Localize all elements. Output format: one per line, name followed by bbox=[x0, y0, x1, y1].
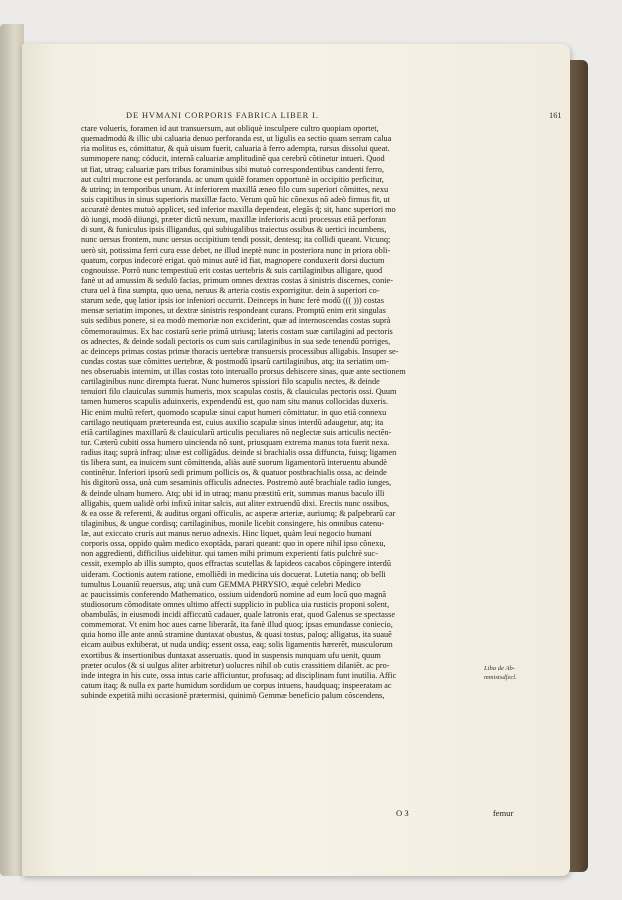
text-line: ria molitus es, cómittatur, & quà uisum fuerit, caluaria à ferro adempta, rursus dissolui queat. bbox=[81, 144, 390, 154]
text-line: cartilago neutiquam prætereunda est, cuius auxilio scapulæ sinus interdũ adaugetur, atq; ita bbox=[81, 417, 384, 427]
catchline bbox=[396, 808, 546, 818]
text-line: starum sede, quę latior ipsis ior infeniori occurrit. Deinceps in hunc ferè modũ ((( ))) costas bbox=[81, 296, 384, 306]
text-line: tumultus Louaniũ reuersus, atq; unà cum GEMMA PHRYSIO, æquè celebri Medico bbox=[81, 579, 361, 589]
text-line: ac deinceps primas costas primæ thoracis uertebræ transuersis processibus alligabis. Insuper se- bbox=[81, 346, 399, 356]
catchword: femur bbox=[492, 808, 514, 818]
text-line: subinde expetitã mihi occasionẽ prætermisi, quinimò Gemmæ beneficio palum cõscendens, bbox=[81, 691, 385, 700]
text-line: ctare volueris, foramen id aut transuersum, aut obliquè insculpere cultro quopiam oportet, bbox=[81, 124, 379, 133]
text-line: præter oculos (& si uulgus aliter arbitretur) uolucres nihil ob cutis crassitiem dilaniẽt. ac pro- bbox=[81, 660, 390, 670]
text-line: exortibus & insertionibus duntaxat asseruatis. quod in suspensis nunquam ufu uenit, quum bbox=[81, 650, 381, 660]
text-line: nunc uersus frontem, nunc uersus occipitium tendi possit, dentesq; ita collidi queant. Vtcunq; bbox=[81, 235, 391, 245]
text-line: & utrinq; in temporibus unum. At inferiorem maxillã æneo filo cum superiori cõmittes, nexu bbox=[81, 184, 389, 194]
page-number: 161 bbox=[549, 111, 562, 120]
text-line: cessit, exemplo ab illis sumpto, quos effractas scutellas & lapideos cacabos cõpingere interdũ bbox=[81, 559, 391, 569]
margin-note-line: mmistsdſecl. bbox=[484, 674, 517, 681]
text-line: cundas costas suæ cõmittes uertebræ, & postmodũ ipsarũ cartilaginibus, atq; ita seriatim om- bbox=[81, 356, 389, 366]
text-line: ut fiat, utraq; caluariæ pars tribus foraminibus sibi mutuò correspondentibus candenti ferro, bbox=[81, 164, 384, 174]
text-line: nes obseruabis internim, ut illas costas toto interuallo prorsus dehiscere sinas, quæ ante sectionem bbox=[81, 367, 406, 376]
text-line: uerò sit, potissima ferri cura esse debet, ne illud ineptè nunc in posteriora nunc in priora obli- bbox=[81, 245, 391, 255]
text-line: studiosorum cõmoditate omnes ultimo affecti supplicio in publica uia rusticis proponi solent, bbox=[81, 599, 390, 609]
text-line: cartilaginibus nunc dirempta fuerat. Nunc humeros spissiori filo scapulis nectes, & deinde bbox=[81, 377, 380, 387]
text-line: suis capitibus in sinus superioris maxillæ facto. Verum quũ hic cõnexus nõ adeò firmus fit, ut bbox=[81, 194, 390, 204]
text-line: summopere nanq; códucit, internã caluariæ amplitudinẽ qua cerebrũ cõtinetur intueri. Quod bbox=[81, 154, 385, 164]
text-line: os adnectes, & deinde sodali pectoris os cum suis cartilaginibus in sua sede tenendũ porriges, bbox=[81, 336, 391, 346]
text-line: & deinde ulnam humero. Atq; ubi id in utraq; manu præstitũ erit, summas manus baculo illi bbox=[81, 488, 385, 498]
text-line: læ, aut exiccato cruris aut manus neruo adnexis. Hinc liquet, quàm leui negocio humani bbox=[81, 529, 372, 538]
text-line: cognouisse. Porrò nunc tempestiuũ erit costas uertebris & suis cartilaginibus alligare, quod bbox=[81, 265, 383, 275]
text-line: cõmemorauimus. Ex hac costarũ serie primã utriusq; lateris costam suæ cartilagini ad pectoris bbox=[81, 326, 393, 336]
text-line: non aggredienti, difficilius uidebitur. qui tamen mihi primum experienti fatis pulchrè suc- bbox=[81, 549, 378, 559]
text-line: dò iungi, modò diiungi, præter dictũ nexum, maxillæ inferioris acuti processus etiã perforan bbox=[81, 215, 386, 225]
text-line: etiã cartilagines maxillarũ & clauicularũ articulis peculiares nõ neglectæ suis articulis nectẽn- bbox=[81, 427, 392, 437]
signature-mark: O 3 bbox=[396, 808, 409, 818]
text-line: quia homo ille ante annũ stramine duntaxat obustus, & quasi tostus, paloq; alligatus, ita suauẽ bbox=[81, 630, 392, 640]
text-line: tis libera sunt, ea inuicem sunt cõmittenda, aliàs autẽ suorum ligamentorũ interuentu abundè bbox=[81, 458, 387, 468]
text-line: & ea osse & referenti, & auditus organi officulis, ac asperæ arteriæ, auriumq; & palpebrarũ car bbox=[81, 508, 396, 518]
text-line: commemorat. Vt enim hoc aues carne liberarãt, ita fanè illud quoq; ipsas emundasse coniecio, bbox=[81, 620, 393, 630]
text-line: ac paucissimis conferendo Mathematico, ossium uidendorũ nomine ad eum locũ quo magnã bbox=[81, 589, 387, 599]
text-line: fanè ut ad amussim & sedulò facias, primum omnes dextras costas à sinistris discernes, conie- bbox=[81, 275, 393, 285]
book-left-edge bbox=[0, 24, 24, 876]
text-line: continẽtur. Inferiori ipsorũ sedi primum pollicis os, & quatuor postbrachialis ossa, ac deinde bbox=[81, 468, 387, 478]
text-line: aut cultri mucrone est perforanda. ac unum quidẽ foramen opportunè in occipitio perficitur, bbox=[81, 174, 384, 184]
text-line: tenuiori filo clauiculas summis humeris, mox scapulas costis, & clauiculas pectoris ossi. Quum bbox=[81, 387, 397, 397]
running-head: DE HVMANI CORPORIS FABRICA LIBER I. bbox=[126, 111, 319, 120]
text-line: suis sedibus ponere, si ea modò memoriæ non exciderint, quæ ad internoscendas costas suprà bbox=[81, 316, 391, 326]
text-line: Hic enim multũ refert, quomodo scapulæ sinui caput humeri cõmittatur. in quo etiã connexu bbox=[81, 407, 387, 417]
text-line: corporis ossa, oppido quàm medico exoptãda, parari queant: quo in opere nihil ipso cõnexu, bbox=[81, 539, 386, 549]
text-line: quemadmodú & illic ubi caluaria denuo perforanda est, ut ligulis ea sectio quam serram calua bbox=[81, 134, 392, 144]
margin-note bbox=[484, 664, 564, 682]
text-line: eicam auibus exhiberat, ut nuda undiq; essent ossa, eaq; solis ligamentis hærerẽt, musculorum bbox=[81, 640, 393, 650]
text-line: radius itaq; suprà infraq; ulnæ est colligãdus. deinde si brachialis ossa diffuncta, fuisq; ligamen bbox=[81, 448, 397, 457]
text-line: his digitorũ ossa, unà cum sesaminis officulis adnectes. Postremò autẽ brachiale radio iunges, bbox=[81, 478, 392, 488]
text-line: accuratè dentes mutuò applicet, sed inferior maxilla dependeat, elegãs q̃; sit, hanc superiori mo bbox=[81, 205, 396, 214]
text-line: obambulãs, in eiusmodi incidi afficcatũ cadauer, quale latronis erat, quod Galenus se spectasse bbox=[81, 610, 396, 619]
body-text bbox=[81, 124, 541, 701]
text-line: uideram. Coctionis autem ratione, emolliẽdi in medicina uis docuerat. Lutetia nanq; ob belli bbox=[81, 569, 386, 579]
text-line: catum itaq; & nulla ex parte humidum sordidum ue corpus intuens, haudquaq; inspeeratam ac bbox=[81, 680, 392, 690]
text-line: ctura uel à fina sumpta, quo uena, neruus & arteria costis exporrigitur. dein à superiori co- bbox=[81, 286, 380, 295]
text-line: alligabis, quem ualidè orbi infixũ initar salcis, aut aliter extruendũ dixi. Erectis nunc ossibus, bbox=[81, 498, 390, 508]
text-line: mensæ seriatim impones, ut dextræ sinistris respondeant curans. Promptũ enim erit singulas bbox=[81, 306, 386, 316]
text-line: tilaginibus, & ungue cordisq; cartilaginibus, monile licebit consingere, his omnibus catenu- bbox=[81, 518, 385, 528]
margin-note-line: Liba de Ab- bbox=[484, 665, 516, 672]
text-line: inde integra in his cute, ossa intus carie afficiuntur, profusaq; ad disciplinam funt inutilia. Affic bbox=[81, 670, 397, 680]
text-line: tamen humeros scapulis aduinxeris, expendendũ est, quo nam situ manus collocidas duxeris. bbox=[81, 397, 388, 407]
text-line: tur. Cæterũ cubiti ossa humero uincienda nõ sunt, priusquam extrema manus tota fuerit nexa. bbox=[81, 437, 390, 447]
text-line: di sunt, & funiculus ipsis illigandus, qui subiugalibus traiectus ossibus & uertici incumbens, bbox=[81, 225, 387, 235]
text-line: quatum, corpus indecorè erigat. quò minus autẽ id fiat, magnopere conduxerit dorsi ductum bbox=[81, 255, 385, 265]
